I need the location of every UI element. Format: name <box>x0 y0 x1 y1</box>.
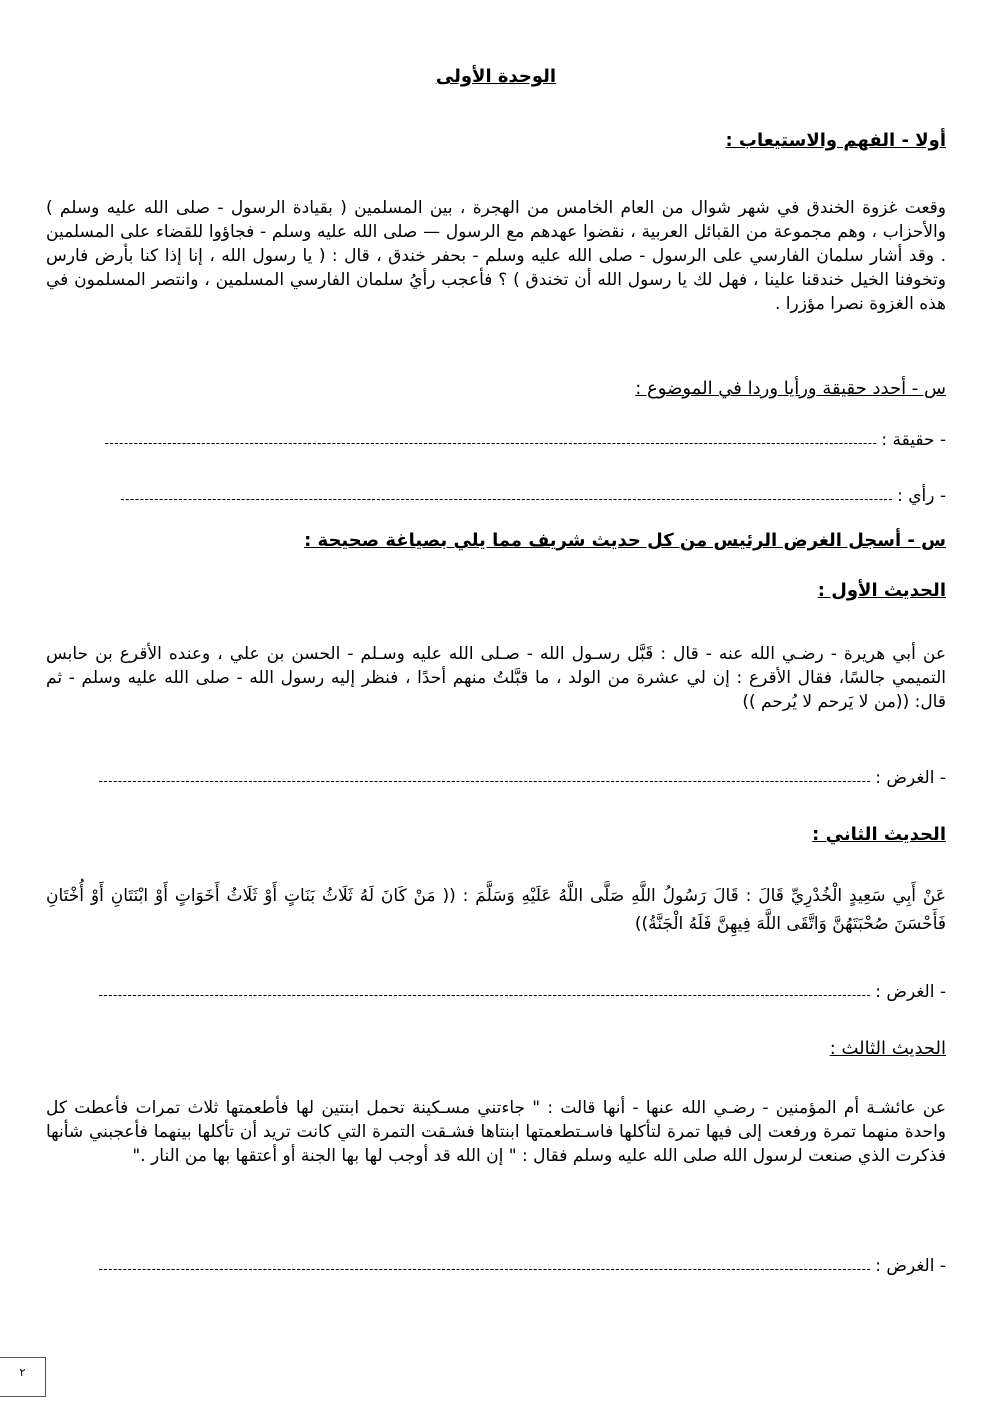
hadith3-purpose-line[interactable] <box>50 1252 946 1276</box>
opinion-dotted-line: ---------------------------------------------------------------------------------------------------------------------------------------------------------------- <box>120 492 894 506</box>
page-number: ٢ <box>0 1357 46 1397</box>
fact-answer-line[interactable] <box>50 426 946 450</box>
hadith3-purpose-label: - الغرض : <box>875 1256 946 1276</box>
hadith3-dotted-line: ---------------------------------------------------------------------------------------------------------------------------------------------------------------- <box>98 1262 872 1276</box>
fact-label: - حقيقة : <box>881 430 946 450</box>
opinion-answer-line[interactable] <box>50 482 946 506</box>
question-fact-opinion: س - أحدد حقيقة ورأيا وردا في الموضوع : <box>635 378 946 399</box>
hadith2-purpose-label: - الغرض : <box>875 982 946 1002</box>
section-heading-comprehension: أولا - الفهم والاستيعاب : <box>725 130 946 151</box>
hadith1-text: عن أبي هريرة - رضـي الله عنه - قال : قَبَّل رسـول الله - صـلى الله عليه وسـلم - الحسن بن علي ، وعنده الأقرع بن حابس التميمي جالسًا، فقال الأقرع : إن لي عشرة من الولد ، ما قبَّلتُ منهم أحدًا ، فنظر إليه رسول الله - صلى الله عليه وسلم - ثم قال: ((من لا يَرحم لا يُرحم )) <box>46 644 946 712</box>
hadith3-heading: الحديث الثالث : <box>829 1038 946 1059</box>
hadith2-text: عَنْ أَبِي سَعِيدٍ الْخُدْرِيِّ قَالَ : قَالَ رَسُولُ اللَّهِ صَلَّى اللَّهُ عَلَيْهِ وَسَلَّمَ : (( مَنْ كَانَ لَهُ ثَلَاثُ بَنَاتٍ أَوْ ثَلَاثُ أَخَوَاتٍ أَوْ ابْنَتَانِ أَوْ أُخْتَانِ فَأَحْسَنَ صُحْبَتَهُنَّ وَاتَّقَى اللَّهَ فِيهِنَّ فَلَهُ الْجَنَّةُ)) <box>46 886 946 934</box>
hadith1-dotted-line: ---------------------------------------------------------------------------------------------------------------------------------------------------------------- <box>98 774 872 788</box>
opinion-label: - رأي : <box>897 486 946 506</box>
hadith1-heading: الحديث الأول : <box>817 580 946 601</box>
hadith2-dotted-line: ---------------------------------------------------------------------------------------------------------------------------------------------------------------- <box>98 988 872 1002</box>
hadith1-purpose-line[interactable] <box>50 764 946 788</box>
passage-text: وقعت غزوة الخندق في شهر شوال من العام الخامس من الهجرة ، بين المسلمين ( بقيادة الرسول - صلى الله عليه وسلم ) والأحزاب ، وهم مجموعة من القبائل العربية ، نقضوا عهدهم مع الرسول — صلى الله عليه وسلم - فجاؤوا للقضاء على المسلمين . وقد أشار سلمان الفارسي على الرسول - صلى الله عليه وسلم - بحفر خندق ، قال : ( يا رسول الله ، إنا إذا كنا بأرض فارس وتخوفنا الخيل خندقنا علينا ، فهل لك يا رسول الله أن تخندق ) ؟ فأعجب رأيُ سلمان الفارسي المسلمين ، وانتصر المسلمون في هذه الغزوة نصرا مؤزرا . <box>46 198 946 314</box>
fact-dotted-line: ---------------------------------------------------------------------------------------------------------------------------------------------------------------- <box>104 436 878 450</box>
hadith2-purpose-line[interactable] <box>50 978 946 1002</box>
hadith2-heading: الحديث الثاني : <box>812 824 946 845</box>
question-hadith-purpose: س - أسجل الغرض الرئيس من كل حديث شريف مما يلي بصياغة صحيحة : <box>304 530 946 551</box>
unit-title: الوحدة الأولى <box>435 66 557 87</box>
hadith1-purpose-label: - الغرض : <box>875 768 946 788</box>
hadith3-text: عن عائشـة أم المؤمنين - رضـي الله عنها - أنها قالت : " جاءتني مسـكينة تحمل ابنتين لها فأطعمتها ثلاث تمرات فأعطت كل واحدة منهما تمرة ورفعت إلى فيها تمرة لتأكلها فاسـتطعمتها ابنتاها فشـقت التمرة التي كانت تريد أن تأكلها بينهما فأعجبني شأنها فذكرت الذي صنعت لرسول الله صلى الله عليه وسلم فقال : " إن الله قد أوجب لها بها الجنة أو أعتقها بها من النار ." <box>46 1098 946 1166</box>
